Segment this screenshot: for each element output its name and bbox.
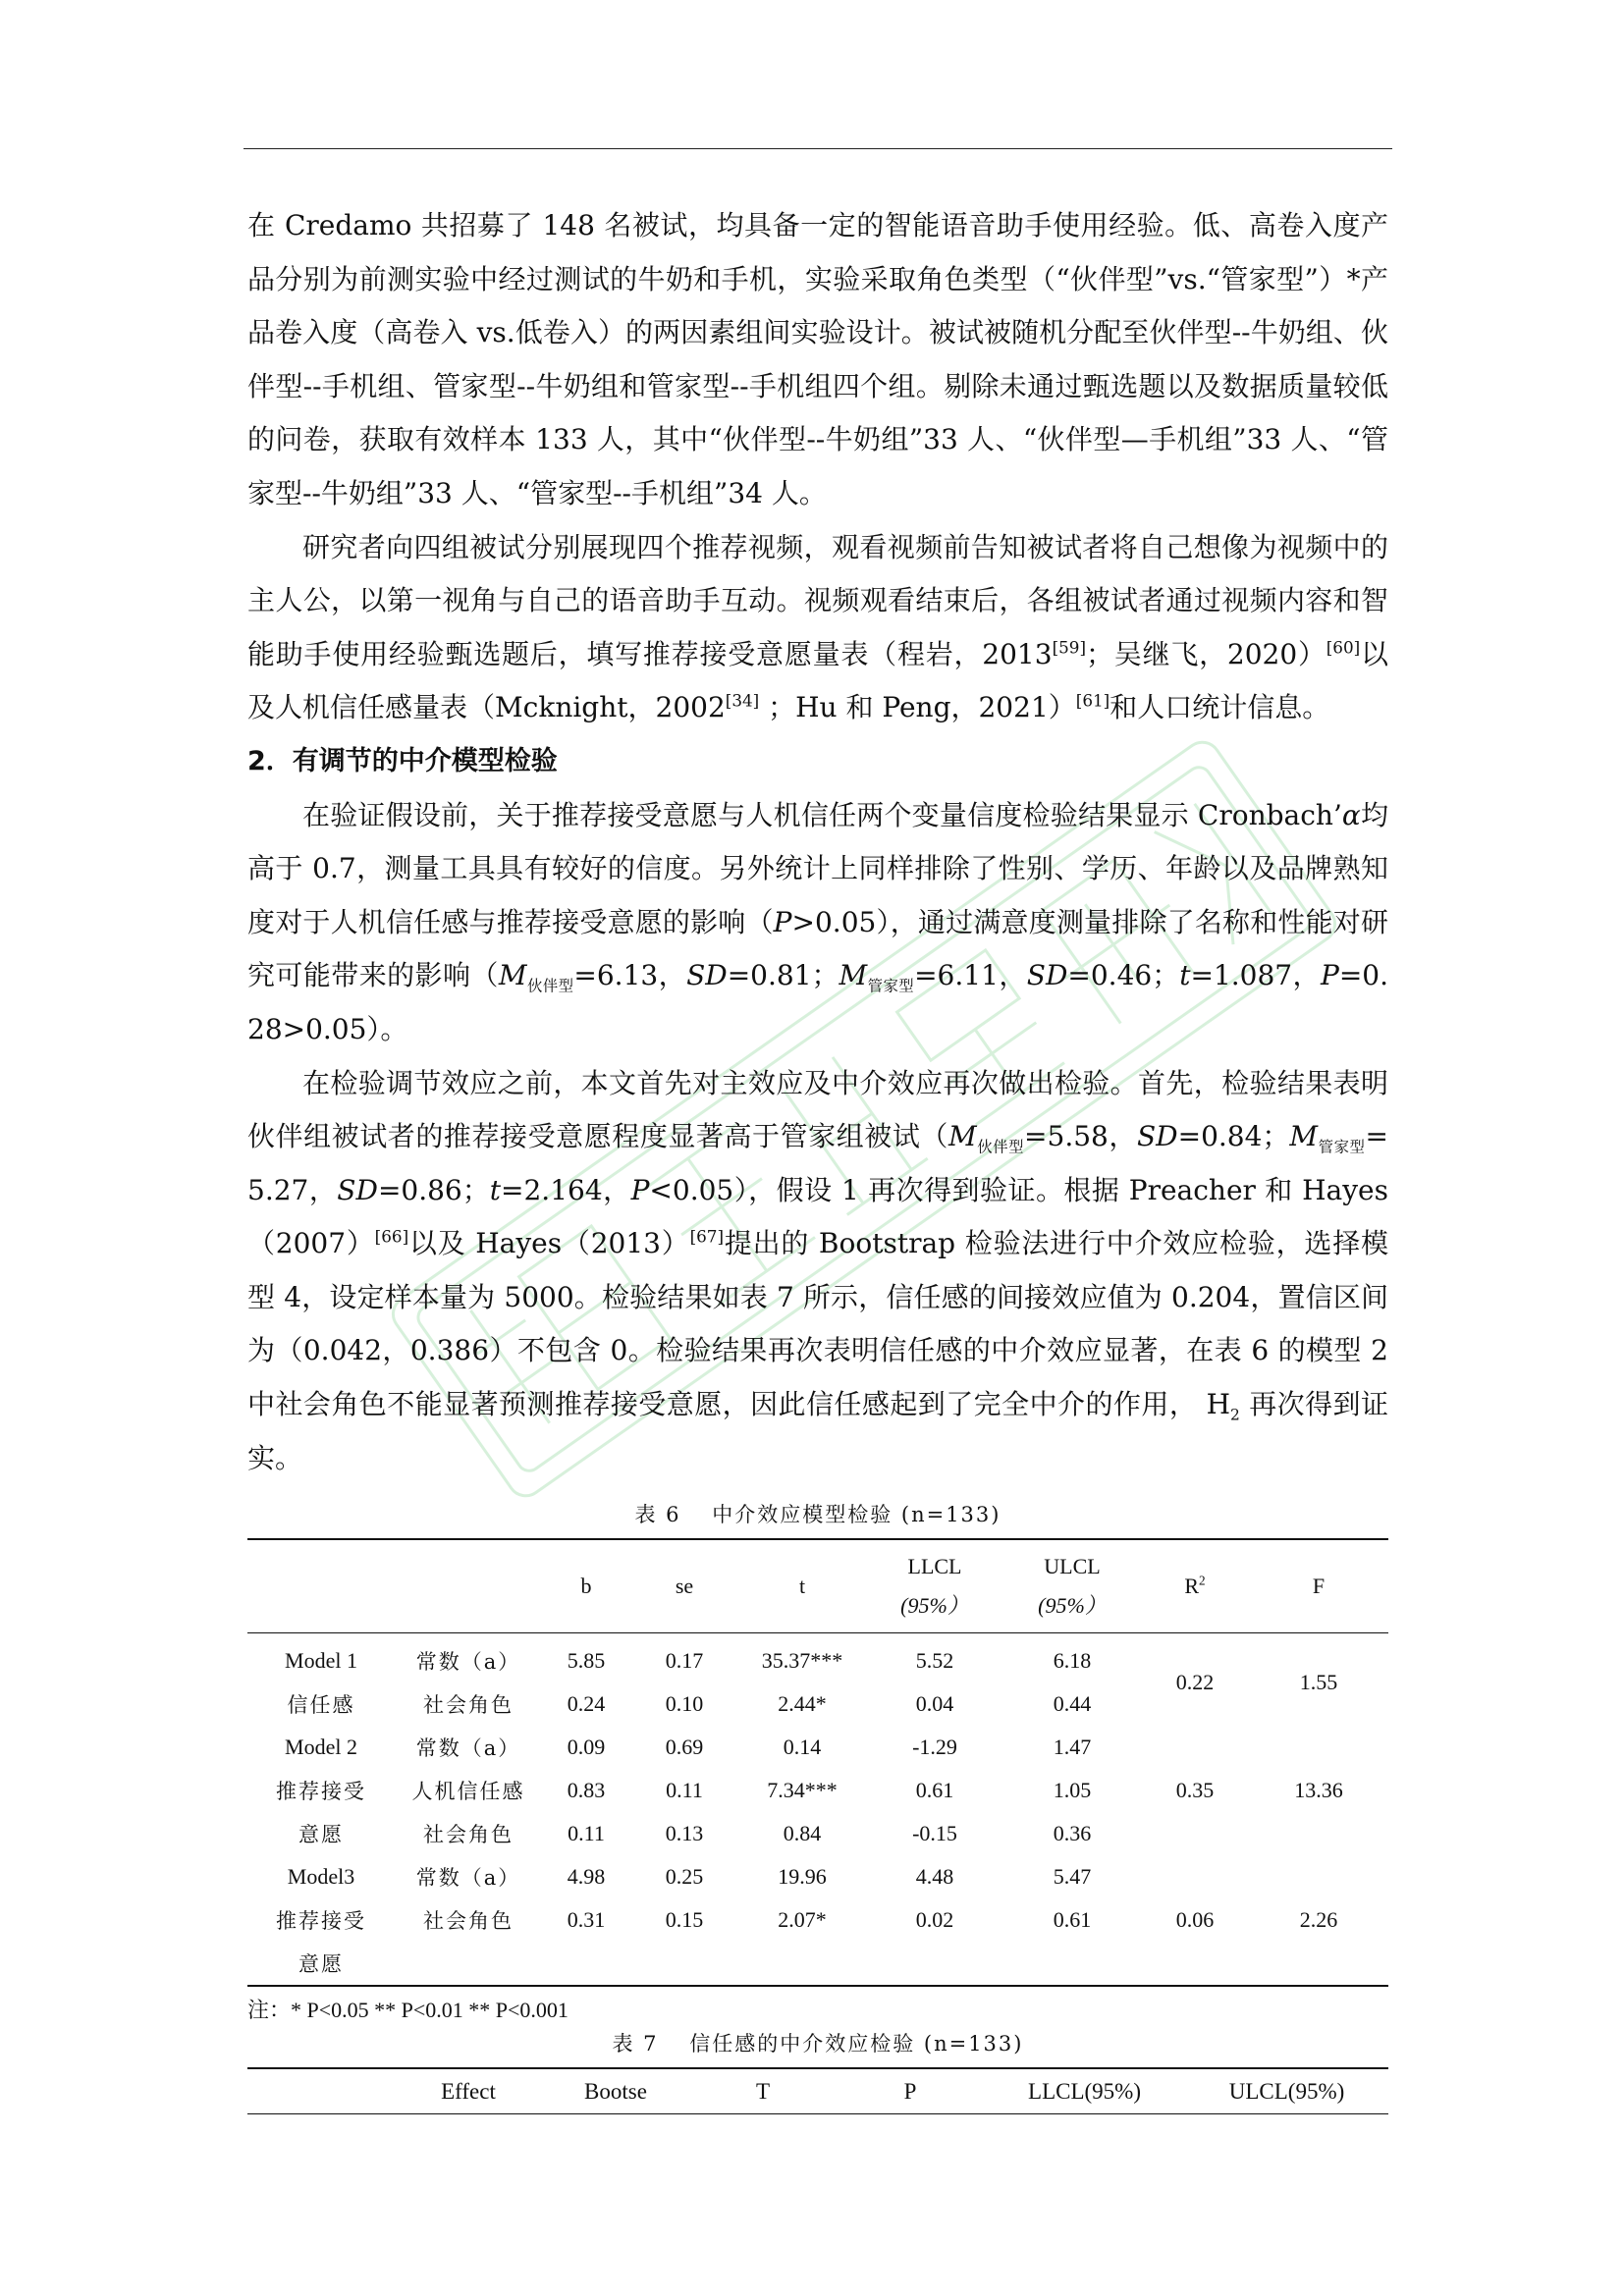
citation: [60] [1326, 637, 1361, 658]
paragraph-procedure: 研究者向四组被试分别展现四个推荐视频，观看视频前告知被试者将自己想像为视频中的主人公，以第一视角与自己的语音助手互动。视频观看结束后，各组被试者通过视频内容和智能助手使用经验甄选题后，填写推荐接受意愿量表（程岩，2013[59]；吴继飞，2020）[60]以及人机信任感量表（Mcknight，2002[34] ；Hu 和 Peng，2021）[61]和人口统计信息。 [247, 530, 1388, 724]
citation: [66] [374, 1226, 409, 1247]
col-t: t [738, 1539, 866, 1633]
col-ulcl: ULCL(95%) [1228, 2078, 1345, 2104]
col-f: F [1249, 1539, 1388, 1633]
table-row: Model 2 常数（a） 0.09 0.69 0.14 -1.29 1.47 0.35 13.36 [285, 1735, 1343, 1802]
paragraph-participants: 在 Credamo 共招募了 148 名被试，均具备一定的智能语音助手使用经验。低、高卷入度产品分别为前测实验中经过测试的牛奶和手机，实验采取角色类型（“伙伴型”vs.“管家型”）*产品卷入度（高卷入 vs.低卷入）的两因素组间实验设计。被试被随机分配至伙伴型--牛奶组、伙伴型--手机组、管家型--牛奶组和管家型--手机组四个组。剔除未通过甄选题以及数据质量较低的问卷，获取有效样本 133 人，其中“伙伴型--牛奶组”33 人、“伙伴型—手机组”33 人、“管家型--牛奶组”33 人、“管家型--手机组”34 人。 [247, 209, 1388, 509]
table-row: 推荐接受 社会角色 0.31 0.15 2.07* 0.02 0.61 [276, 1907, 1092, 1933]
table7-caption: 表 7 信任感的中介效应检验 (n=133) [612, 2032, 1024, 2056]
table6-caption: 表 6 中介效应模型检验 (n=133) [634, 1503, 1001, 1526]
table-row: 推荐接受 人机信任感 0.83 0.11 7.34*** 0.61 1.05 [276, 1778, 1092, 1803]
table-row: 意愿 [298, 1952, 344, 1976]
body-text [247, 199, 1388, 1485]
col-r2: $R^2$ [1141, 1539, 1249, 1633]
table-row: 意愿 社会角色 0.11 0.13 0.84 -0.15 0.36 [298, 1821, 1092, 1846]
section-heading: 2．有调节的中介模型检验 [247, 745, 558, 776]
table6-header-row [247, 1539, 1388, 1633]
col-T: T [755, 2078, 771, 2104]
table-row: Model 1 常数（a） 5.85 0.17 35.37*** 5.52 6.18 0.22 1.55 [285, 1648, 1338, 1694]
table7-header-row [247, 2068, 1388, 2114]
table-row: Model3 常数（a） 4.98 0.25 19.96 4.48 5.47 0.06 2.26 [287, 1864, 1338, 1932]
header-rule [244, 148, 1392, 149]
col-bootse: Bootse [584, 2078, 647, 2104]
col-ulcl: ULCL (95%） [1003, 1539, 1141, 1633]
col-se: se [630, 1539, 738, 1633]
table6 [247, 1538, 1388, 1987]
col-llcl: LLCL(95%) [1028, 2078, 1141, 2104]
col-llcl: LLCL (95%） [866, 1539, 1003, 1633]
col-b: b [542, 1539, 630, 1633]
citation: [59] [1052, 637, 1087, 658]
citation: [67] [689, 1226, 725, 1247]
citation: [61] [1075, 691, 1110, 712]
table-row: 信任感 社会角色 0.24 0.10 2.44* 0.04 0.44 [287, 1691, 1092, 1717]
table6-note: 注：* P<0.05 ** P<0.01 ** P<0.001 [247, 1998, 568, 2022]
citation: [34] [725, 691, 760, 712]
col-P: P [903, 2078, 917, 2104]
table7 [247, 2067, 1388, 2114]
col-effect: Effect [441, 2078, 496, 2104]
paragraph-reliability: 在验证假设前，关于推荐接受意愿与人机信任两个变量信度检验结果显示 Cronbach’α均高于 0.7，测量工具具有较好的信度。另外统计上同样排除了性别、学历、年龄以及品牌熟知度对于人机信任感与推荐接受意愿的影响（P>0.05），通过满意度测量排除了名称和性能对研究可能带来的影响（$M_{伙伴型}=6.13$，SD=0.81；$M_{管家型}=6.11$，SD=0.46；t=1.087，P=0.28>0.05）。 [247, 798, 1388, 1045]
paragraph-mediation: 在检验调节效应之前，本文首先对主效应及中介效应再次做出检验。首先，检验结果表明伙伴组被试者的推荐接受意愿程度显著高于管家组被试（$M_{伙伴型}=5.58$，SD=0.84；$M_{管家型}=5.27$，SD=0.86；t=2.164，P<0.05），假设 1 再次得到验证。根据 Preacher 和 Hayes（2007）[66]以及 Hayes（2013）[67]提出的 Bootstrap 检验法进行中介效应检验，选择模型 4，设定样本量为 5000。检验结果如表 7 所示，信任感的间接效应值为 0.204，置信区间为（0.042，0.386）不包含 0。检验结果再次表明信任感的中介效应显著，在表 6 的模型 2 中社会角色不能显著预测推荐接受意愿，因此信任感起到了完全中介的作用， $H_2$ 再次得到证实。 [247, 1066, 1388, 1474]
